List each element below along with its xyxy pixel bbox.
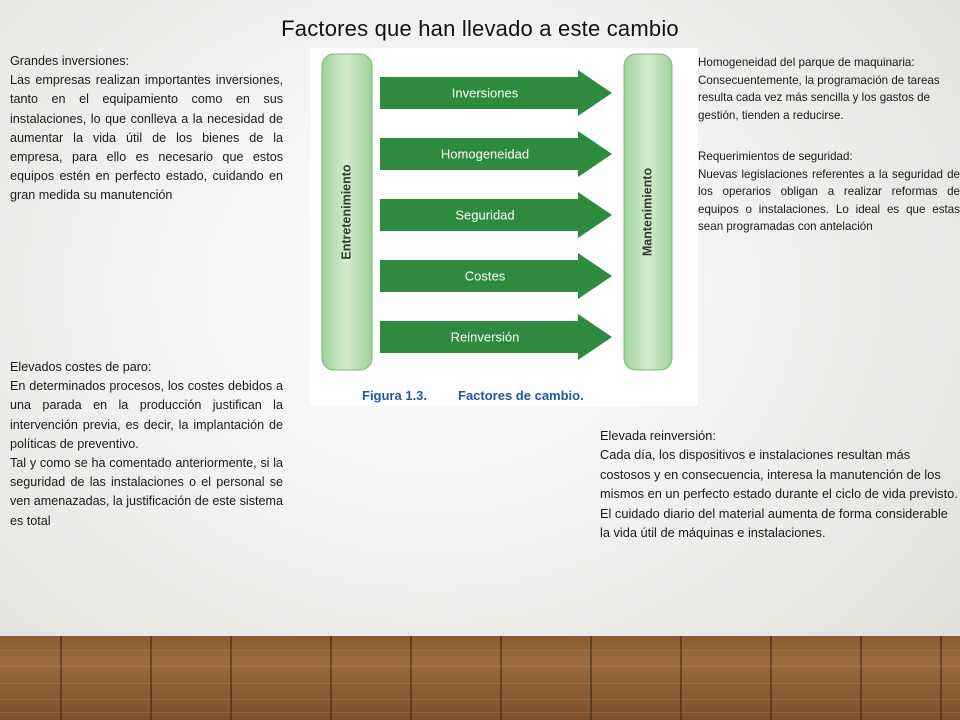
arrow-label-3: Seguridad (455, 207, 515, 223)
floor-plank-seam (60, 636, 62, 720)
arrow-label-4: Costes (464, 268, 506, 284)
body-homogeneidad: Consecuentemente, la programación de tareas resulta cada vez más sencilla y los gastos de gestión, tienden a reducirse. (698, 73, 940, 122)
heading-seguridad: Requerimientos de seguridad: (698, 150, 853, 163)
wood-floor-decoration (0, 636, 960, 720)
left-bar-label: Entretenimiento (339, 164, 354, 260)
floor-plank-seam (770, 636, 772, 720)
body-costes-paro-1: En determinados procesos, los costes debidos a una parada en la producción justifican la intervención previa, es decir, la implantación de políticas de preventivo. (10, 379, 283, 451)
floor-grain-line (0, 666, 960, 667)
floor-grain-line (0, 650, 960, 651)
caption-text: Factores de cambio. (458, 388, 584, 403)
heading-costes-paro: Elevados costes de paro: (10, 360, 152, 374)
text-block-homogeneidad (698, 54, 960, 124)
arrow-label-5: Reinversión (450, 329, 520, 345)
factores-cambio-figure (310, 48, 698, 406)
text-block-inversiones (10, 52, 283, 206)
text-block-reinversion (600, 426, 960, 542)
body-inversiones: Las empresas realizan importantes inversiones, tanto en el equipamiento como en sus instalaciones, lo que conlleva a la necesidad de aumentar la vida útil de los bienes de la empresa, para ello es necesario que estos equipos estén en perfecto estado, cuidando en gran medida su manutención (10, 73, 283, 203)
factores-diagram (310, 48, 698, 406)
text-block-seguridad (698, 148, 960, 236)
text-block-costes-paro (10, 358, 283, 531)
floor-plank-seam (500, 636, 502, 720)
floor-plank-seam (940, 636, 942, 720)
caption-number: Figura 1.3. (362, 388, 428, 403)
floor-plank-seam (150, 636, 152, 720)
heading-inversiones: Grandes inversiones: (10, 54, 130, 68)
body-costes-paro-2: Tal y como se ha comentado anteriormente, si la seguridad de las instalaciones o el personal se ven amenazadas, la justificación de este sistema es total (10, 456, 284, 528)
arrow-label-1: Inversiones (451, 85, 519, 101)
floor-plank-seam (590, 636, 592, 720)
slide-title: Factores que han llevado a este cambio (281, 16, 679, 41)
body-seguridad: Nuevas legislaciones referentes a la seguridad de los operarios obligan a realizar reformas de equipos o instalaciones. Lo ideal es que estas sean programadas con antelación (698, 167, 960, 234)
floor-plank-seam (330, 636, 332, 720)
floor-grain-line (0, 683, 960, 684)
heading-homogeneidad: Homogeneidad del parque de maquinaria: (698, 56, 915, 69)
arrow-label-2: Homogeneidad (440, 146, 530, 162)
right-bar-label: Mantenimiento (640, 167, 655, 257)
floor-grain-line (0, 699, 960, 700)
floor-plank-seam (230, 636, 232, 720)
body-reinversion: Cada día, los dispositivos e instalaciones resultan más costosos y en consecuencia, interesa la manutención de los mismos en un perfecto estado durante el ciclo de vida previsto. El cuidado diario del material aumenta de forma considerable la vida útil de máquinas e instalaciones. (600, 447, 958, 541)
floor-plank-seam (410, 636, 412, 720)
floor-plank-seam (680, 636, 682, 720)
arrow-group (380, 70, 612, 360)
heading-reinversion: Elevada reinversión: (600, 428, 716, 443)
floor-grain-line (0, 712, 960, 713)
floor-plank-seam (860, 636, 862, 720)
